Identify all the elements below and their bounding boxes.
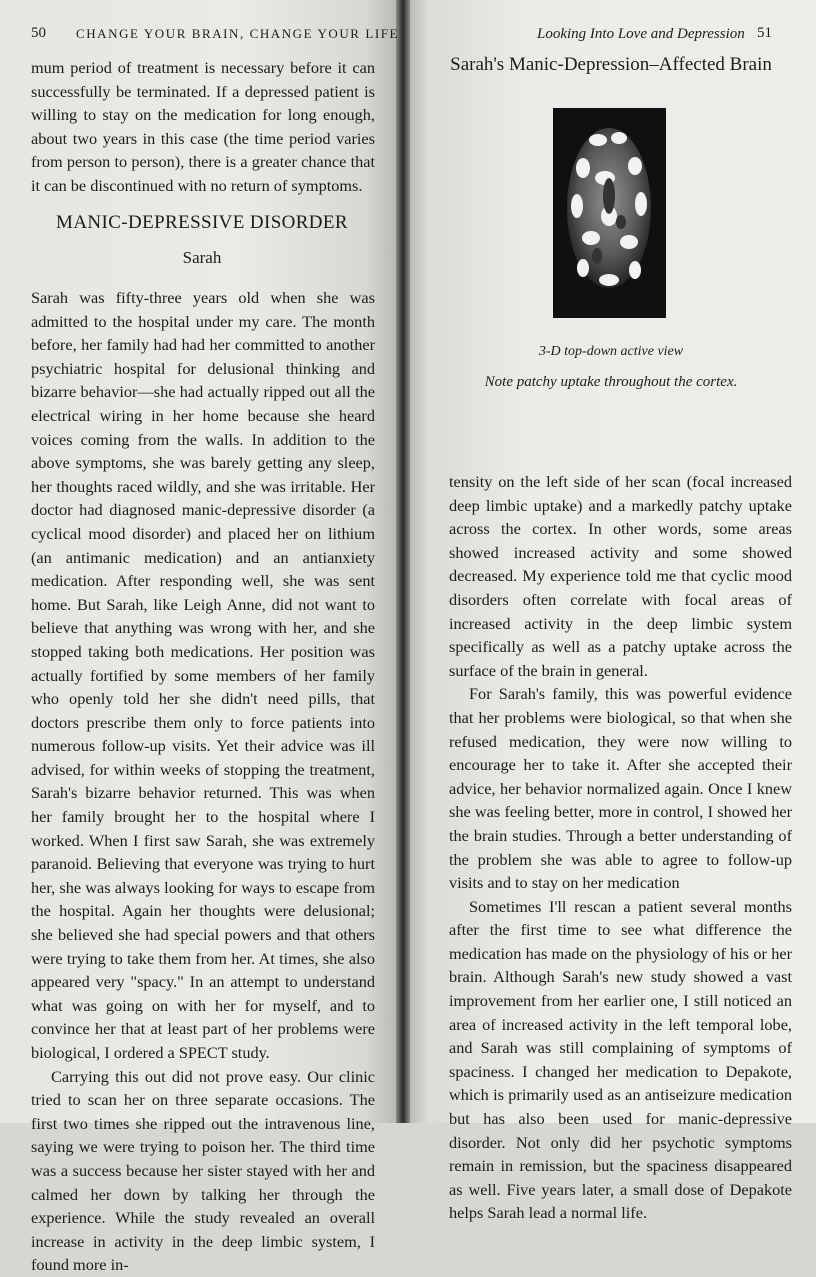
subheading: Sarah xyxy=(182,248,222,267)
book-gutter xyxy=(396,0,410,1123)
left-page-number: 50 xyxy=(31,25,46,41)
left-body-text xyxy=(31,286,375,1277)
figure-title: Sarah's Manic-Depression–Affected Brain xyxy=(450,54,772,75)
intro-paragraph: mum period of treatment is necessary before it can successfully be terminated. If a depressed patient is willing to stay on the medication for long enough, about two years in this case (the time period varies from person to person), there is a greater chance that it can be discontinued with no return of symptoms. xyxy=(31,58,375,195)
figure-caption-note: Note patchy uptake throughout the cortex. xyxy=(484,374,738,390)
right-running-head: Looking Into Love and Depression xyxy=(537,26,745,42)
left-intro-text xyxy=(31,56,375,198)
right-paragraph-1: tensity on the left side of her scan (focal increased deep limbic uptake) and a markedly patchy uptake across the cortex. In other words, some areas showed increased activity and some showed decreased. My experience told me that cyclic mood disorders often correlate with focal areas of increased activity in the deep limbic system specifically as well as a patchy uptake across the surface of the brain in general. xyxy=(449,472,792,680)
right-page-number: 51 xyxy=(757,25,772,41)
right-paragraph-2: For Sarah's family, this was powerful evidence that her problems were biological, so that when she refused medication, they were now willing to encourage her to take it. After she accepted their advice, her behavior normalized again. Once I knew she was feeling better, more in control, I showed her the brain studies. Through a better understanding of the problem she was able to agree to follow-up visits and to stay on her medication xyxy=(449,684,792,893)
section-heading: MANIC-DEPRESSIVE DISORDER xyxy=(56,212,348,233)
body-paragraph-1: Sarah was fifty-three years old when she was admitted to the hospital under my care. The month before, her family had had her committed to another psychiatric hospital for delusional thinking and bizarre behavior—she had actually ripped out all the electrical wiring in her home because she heard voices coming from the walls. In addition to the above symptoms, she was barely getting any sleep, her thoughts raced wildly, and she was irritable. Her doctor had diagnosed manic-depressive disorder (a cyclical mood disorder) and placed her on lithium (an antimanic medication) and an antianxiety medication. After responding well, she was sent home. But Sarah, like Leigh Anne, did not want to believe that anything was wrong with her, and she stopped taking both medications. Her position was actually fortified by some members of her family who openly told her she didn't need pills, that doctors prescribe them only to force patients into numerous follow-up visits. Yet their advice was ill advised, for within weeks of stopping the treatment, Sarah's bizarre behavior returned. This was when her family brought her to the hospital where I worked. When I first saw Sarah, she was extremely paranoid. Believing that everyone was trying to hurt her, she was always looking for ways to escape from the hospital. Again her thoughts were delusional; she believed she had special powers and that others were trying to take them from her. At times, she also appeared very "spacy." In an attempt to understand what was going on with her for myself, and to convince her that at least part of her problems were biological, I ordered a SPECT study. xyxy=(31,288,375,1062)
left-running-head: CHANGE YOUR BRAIN, CHANGE YOUR LIFE xyxy=(76,26,400,41)
brain-scan-image xyxy=(553,108,666,318)
body-paragraph-2: Carrying this out did not prove easy. Our clinic tried to scan her on three separate occasions. The first two times she ripped out the intravenous line, saying we were trying to poison her. The third time was a success because her sister stayed with her and calmed her down by talking her through the experience. While the study revealed an overall increase in activity in the deep limbic system, I found more in- xyxy=(31,1066,375,1275)
figure-caption-view: 3-D top-down active view xyxy=(538,344,684,359)
right-body-text xyxy=(449,470,792,1225)
right-paragraph-3: Sometimes I'll rescan a patient several months after the first time to see what difference the medication has made on the physiology of his or her brain. Although Sarah's new study showed a vast improvement from her earlier one, I still noticed an area of increased activity in the left temporal lobe, and Sarah was still complaining of symptoms of spaciness. I changed her medication to Depakote, which is primarily used as an antiseizure medication but has also been used for manic-depressive disorder. Not only did her psychotic symptoms remain in remission, but the spaciness disappeared as well. Five years later, a small dose of Depakote helps Sarah lead a normal life. xyxy=(449,896,792,1223)
